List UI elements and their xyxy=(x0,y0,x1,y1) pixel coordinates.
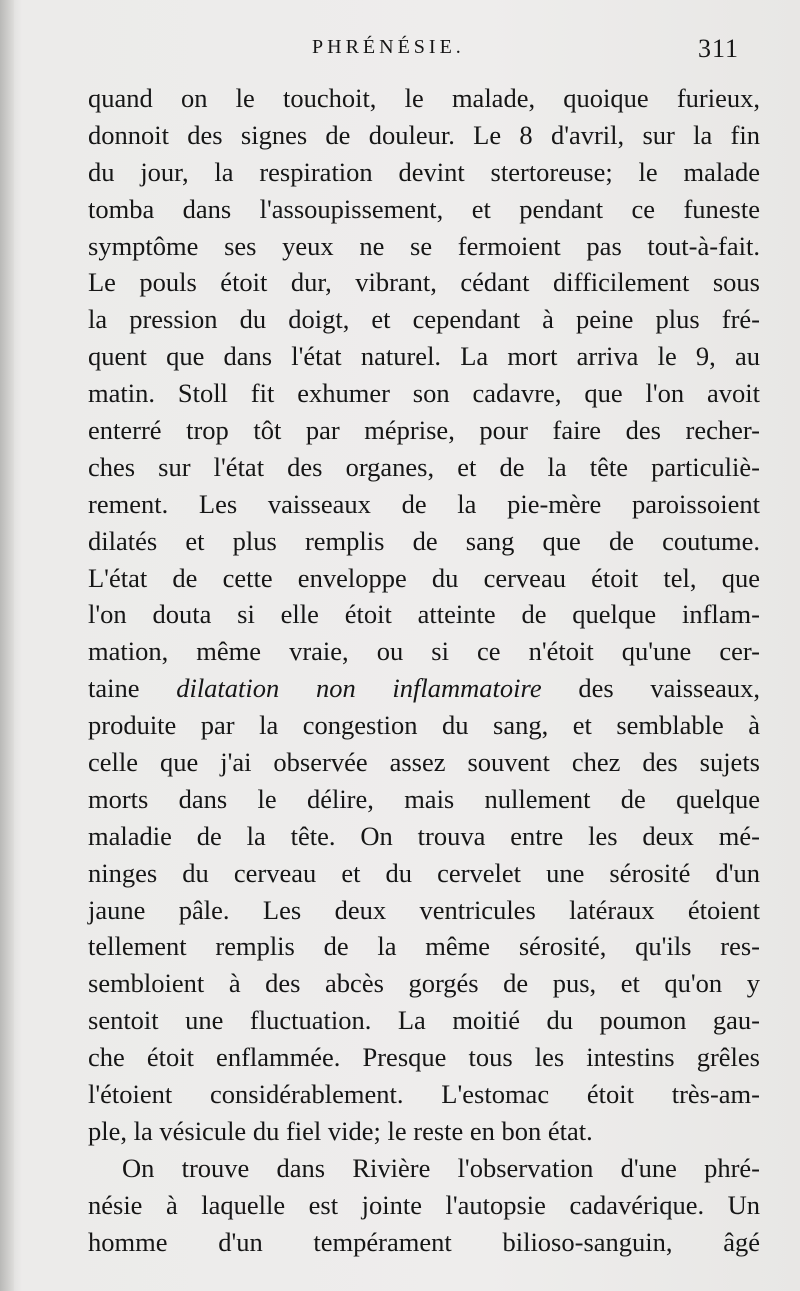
text-line: l'on douta si elle étoit atteinte de quelque inflam- xyxy=(88,599,760,630)
text-run: taine xyxy=(88,673,177,704)
text-line: nésie à laquelle est jointe l'autopsie cadavérique. Un xyxy=(88,1189,760,1220)
text-line: ches sur l'état des organes, et de la tête particuliè- xyxy=(88,451,760,482)
page-number: 311 xyxy=(698,34,740,63)
page-gutter-shadow xyxy=(0,0,14,1291)
text-line: mation, même vraie, ou si ce n'étoit qu'une cer- xyxy=(88,636,760,667)
running-head-title: PHRÉNÉSIE. xyxy=(312,36,465,58)
text-line: che étoit enflammée. Presque tous les intestins grêles xyxy=(88,1042,760,1073)
text-line: jaune pâle. Les deux ventricules latéraux étoient xyxy=(88,894,760,925)
text-line: quand on le touchoit, le malade, quoique furieux, xyxy=(88,83,760,113)
text-line: produite par la congestion du sang, et semblable à xyxy=(88,710,760,741)
text-line: dilatés et plus remplis de sang que de coutume. xyxy=(88,525,760,556)
paragraph-first-line: On trouve dans Rivière l'observation d'une phré- xyxy=(122,1152,760,1183)
text-line: L'état de cette enveloppe du cerveau étoit tel, que xyxy=(88,562,760,593)
text-line: morts dans le délire, mais nullement de quelque xyxy=(88,783,760,814)
text-line: du jour, la respiration devint stertoreuse; le malade xyxy=(88,156,760,187)
text-line-with-italic xyxy=(88,670,760,707)
text-line: matin. Stoll fit exhumer son cadavre, que l'on avoit xyxy=(88,378,760,409)
text-line: tellement remplis de la même sérosité, qu'ils res- xyxy=(88,931,760,962)
text-line: rement. Les vaisseaux de la pie-mère paroissoient xyxy=(88,488,760,519)
text-line: sentoit une fluctuation. La moitié du poumon gau- xyxy=(88,1005,760,1036)
text-line: enterré trop tôt par méprise, pour faire des recher- xyxy=(88,415,760,446)
text-line: donnoit des signes de douleur. Le 8 d'avril, sur la fin xyxy=(88,119,760,150)
text-line: l'étoient considérablement. L'estomac étoit très-am- xyxy=(88,1079,760,1110)
running-head xyxy=(0,34,800,74)
text-run: des vaisseaux, xyxy=(541,673,760,704)
text-line: maladie de la tête. On trouva entre les deux mé- xyxy=(88,820,760,851)
text-line: sembloient à des abcès gorgés de pus, et qu'on y xyxy=(88,968,760,999)
text-line: tomba dans l'assoupissement, et pendant ce funeste xyxy=(88,193,760,224)
text-line: symptôme ses yeux ne se fermoient pas tout-à-fait. xyxy=(88,230,760,261)
body-text xyxy=(88,80,760,1261)
paragraph-end-line: ple, la vésicule du fiel vide; le reste en bon état. xyxy=(88,1115,593,1146)
italic-phrase: dilatation non inflammatoire xyxy=(176,673,542,704)
text-line: Le pouls étoit dur, vibrant, cédant difficilement sous xyxy=(88,267,760,298)
text-line: homme d'un tempérament bilioso-sanguin, âgé xyxy=(88,1226,760,1257)
text-line: celle que j'ai observée assez souvent chez des sujets xyxy=(88,747,760,778)
text-line: quent que dans l'état naturel. La mort arriva le 9, au xyxy=(88,341,760,372)
text-line: la pression du doigt, et cependant à peine plus fré- xyxy=(88,304,760,335)
text-line: ninges du cerveau et du cervelet une sérosité d'un xyxy=(88,857,760,888)
